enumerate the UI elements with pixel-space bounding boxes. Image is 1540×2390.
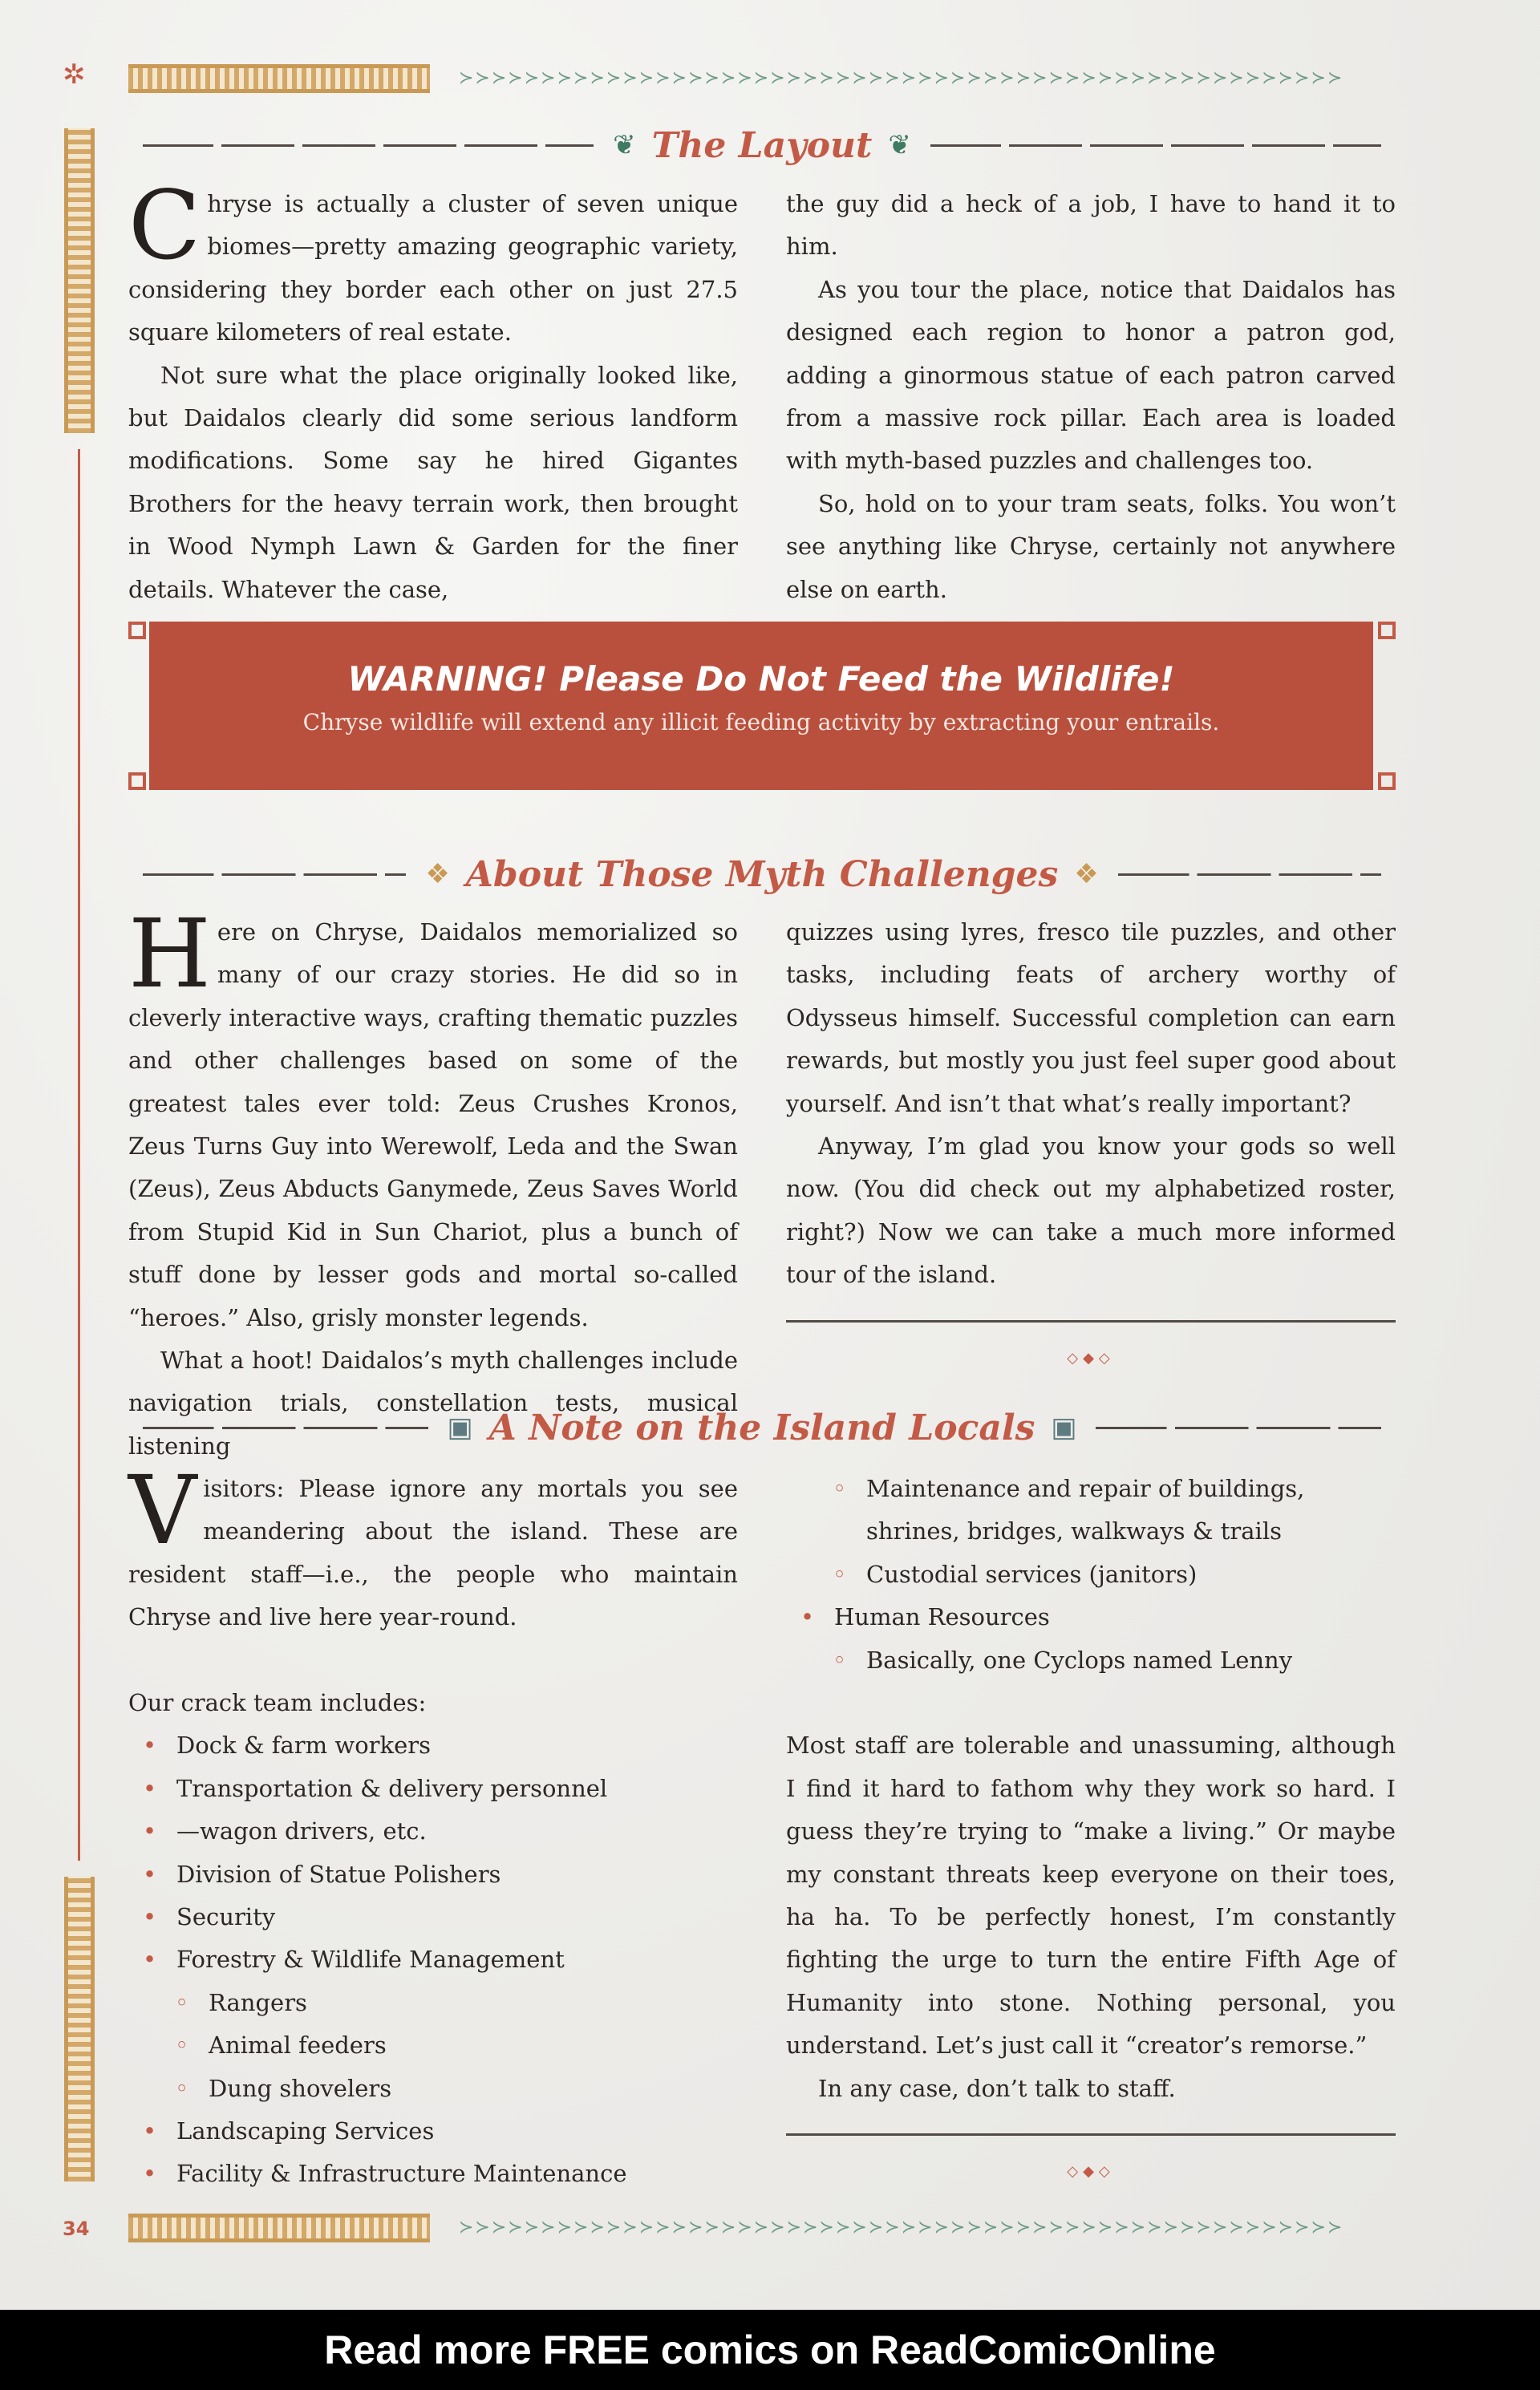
list-item: • Landscaping Services: [128, 2110, 738, 2153]
myth-column-left: [128, 898, 738, 1468]
spiral-square-icon: ▣: [447, 1412, 473, 1444]
list-item: ◦ Rangers: [128, 1982, 738, 2024]
paragraph: Most staff are tolerable and unassuming, although I find it hard to fathom why they work so hard. I guess they’re trying to “make a living.” Or maybe my constant threats keep everyone on their toes, ha ha. To be perfectly honest, I’m constantly fighting the urge to turn the entire Fifth Age of Humanity into stone. Nothing personal, you understand. Let’s just call it “creator’s remorse.”: [786, 1732, 1396, 2060]
locals-column-right: [786, 1468, 1396, 2110]
section-end-ornament: ◇◆◇: [1067, 2163, 1115, 2180]
spacer: [786, 1682, 1396, 1724]
list-item: ◦ Animal feeders: [128, 2024, 738, 2067]
left-rule: [78, 449, 80, 1861]
heading-rule-left: [143, 144, 594, 147]
section-end-ornament: ◇◆◇: [1067, 1350, 1115, 1367]
paragraph: [128, 170, 738, 354]
corner-ornament: [1378, 772, 1396, 790]
warning-banner: [149, 622, 1373, 790]
heading-rule-right: [1096, 1427, 1381, 1429]
warning-title: WARNING! Please Do Not Feed the Wildlife!: [347, 659, 1175, 699]
dropcap: C: [128, 170, 201, 281]
paragraph-text: isitors: Please ignore any mortals you see meandering about the island. These are resident staff—i.e., the people who maintain Chryse and live here year-round.: [128, 1475, 738, 1631]
corner-ornament: [128, 772, 146, 790]
footer-banner[interactable]: Read more FREE comics on ReadComicOnline: [0, 2310, 1540, 2390]
list-item: • Human Resources: [786, 1596, 1396, 1639]
myth-column-right: [786, 911, 1396, 1297]
spiral-square-icon: ▣: [1051, 1412, 1077, 1444]
left-meander-top: [64, 128, 95, 433]
bottom-arrow-border: ≻≻≻≻≻≻≻≻≻≻≻≻≻≻≻≻≻≻≻≻≻≻≻≻≻≻≻≻≻≻≻≻≻≻≻≻≻≻≻≻≻≻≻≻≻≻≻≻≻≻≻≻≻≻: [459, 2218, 1344, 2238]
flourish-icon: ✲: [63, 59, 86, 91]
bottom-meander-border: [128, 2214, 430, 2242]
locals-column-left: [128, 1455, 738, 2196]
list-item: • —wagon drivers, etc.: [128, 1810, 738, 1853]
knot-icon: ❖: [425, 858, 450, 890]
list-item: ◦ Basically, one Cyclops named Lenny: [786, 1639, 1396, 1682]
paragraph: What a hoot! Daidalos’s myth challenges include navigation trials, constellation tests, musical listening: [128, 1347, 738, 1460]
heading-rule-right: [930, 144, 1381, 147]
paragraph: [128, 898, 738, 1339]
paragraph: the guy did a heck of a job, I have to hand it to him.: [786, 190, 1396, 261]
heading-island-locals: [128, 1400, 1396, 1456]
heading-the-layout: [128, 117, 1396, 173]
list-item: ◦ Dung shovelers: [128, 2068, 738, 2110]
heading-rule-left: [143, 873, 406, 876]
dropcap: V: [128, 1455, 197, 1566]
staff-list: [128, 1724, 738, 2195]
paragraph-text: hryse is actually a cluster of seven unique biomes—pretty amazing geographic variety, considering they border each other on just 27.5 square kilometers of real estate.: [128, 190, 738, 346]
heading-rule-right: [1118, 873, 1381, 876]
list-item: • Forestry & Wildlife Management: [128, 1938, 738, 1981]
heading-rule-left: [143, 1427, 428, 1429]
list-item: ◦ Custodial services (janitors): [786, 1554, 1396, 1596]
list-item: ◦ Maintenance and repair of buildings, shrines, bridges, walkways & trails: [786, 1468, 1396, 1554]
corner-ornament: [1378, 622, 1396, 639]
paragraph: quizzes using lyres, fresco tile puzzles, and other tasks, including feats of archery worthy of Odysseus himself. Successful completion can earn rewards, but mostly you just feel super good about yourself. And isn’t that what’s really important?: [786, 918, 1396, 1117]
list-item: • Facility & Infrastructure Maintenance: [128, 2153, 738, 2195]
list-item: • Transportation & delivery personnel: [128, 1768, 738, 1810]
paragraph: Anyway, I’m glad you know your gods so well now. (You did check out my alphabetized roster, right?) Now we can take a much more informed tour of the island.: [786, 1132, 1396, 1289]
paragraph: Not sure what the place originally looked like, but Daidalos clearly did some serious landform modifications. Some say he hired Gigantes Brothers for the heavy terrain work, then brought in Wood Nymph Lawn & Garden for the finer details. Whatever the case,: [128, 361, 738, 603]
top-arrow-border: ≻≻≻≻≻≻≻≻≻≻≻≻≻≻≻≻≻≻≻≻≻≻≻≻≻≻≻≻≻≻≻≻≻≻≻≻≻≻≻≻≻≻≻≻≻≻≻≻≻≻≻≻≻≻: [459, 69, 1344, 88]
paragraph: As you tour the place, notice that Daidalos has designed each region to honor a patron god, adding a ginormous statue of each patron carved from a massive rock pillar. Each area is loaded with myth-based puzzles and challenges too.: [786, 275, 1396, 475]
knot-icon: ❖: [1074, 858, 1099, 890]
layout-column-left: [128, 170, 738, 611]
heading-myth-challenges: [128, 846, 1396, 902]
paragraph-text: ere on Chryse, Daidalos memorialized so many of our crazy stories. He did so in cleverly interactive ways, crafting thematic puzzles and other challenges based on some of the greatest tales ever told: Zeus Crushes Kronos, Zeus Turns Guy into Werewolf, Leda and the Swan (Zeus), Zeus Abducts Ganymede, Zeus Saves World from Stupid Kid in Sun Chariot, plus a bunch of stuff done by lesser gods and mortal so-called “heroes.” Also, grisly monster legends.: [128, 918, 738, 1331]
paragraph: So, hold on to your tram seats, folks. You won’t see anything like Chryse, certainly not anywhere else on earth.: [786, 489, 1396, 603]
list-item: • Security: [128, 1896, 738, 1938]
spacer: [128, 1639, 738, 1682]
staff-list-continued: [786, 1468, 1396, 1682]
leaf-icon: ❦: [888, 129, 911, 161]
paragraph: In any case, don’t talk to staff.: [818, 2074, 1176, 2102]
page-number: 34: [63, 2218, 90, 2240]
paragraph: [128, 1455, 738, 1639]
section-title: About Those Myth Challenges: [465, 853, 1059, 895]
leaf-icon: ❦: [613, 129, 636, 161]
list-item: • Dock & farm workers: [128, 1724, 738, 1767]
left-meander-bottom: [64, 1877, 95, 2181]
list-item: • Division of Statue Polishers: [128, 1853, 738, 1896]
section-title: The Layout: [651, 124, 873, 166]
warning-subtitle: Chryse wildlife will extend any illicit feeding activity by extracting your entrails.: [302, 709, 1220, 735]
layout-column-right: [786, 183, 1396, 611]
paragraph: Our crack team includes:: [128, 1689, 427, 1717]
corner-ornament: [128, 622, 146, 639]
top-meander-border: [128, 64, 430, 93]
section-end-rule: [786, 2133, 1396, 2136]
section-end-rule: [786, 1320, 1396, 1323]
dropcap: H: [128, 898, 211, 1009]
section-title: A Note on the Island Locals: [488, 1407, 1035, 1448]
